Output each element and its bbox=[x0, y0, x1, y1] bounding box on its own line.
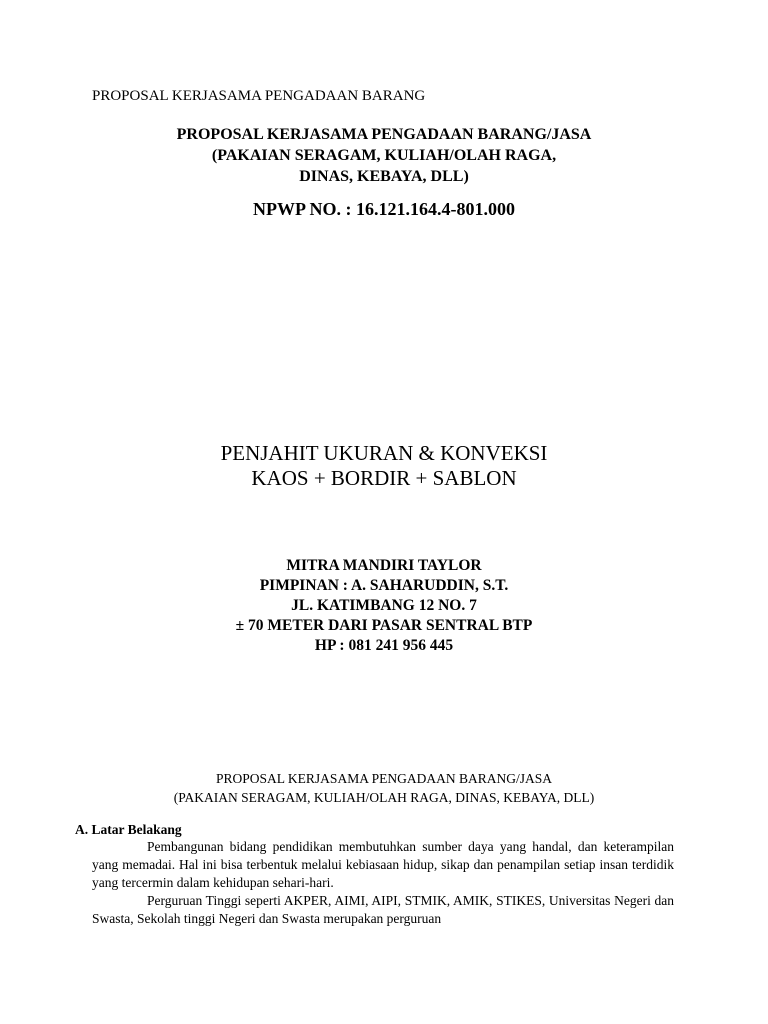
document-title bbox=[0, 124, 768, 187]
company-address: JL. KATIMBANG 12 NO. 7 bbox=[291, 597, 477, 614]
company-name: MITRA MANDIRI TAYLOR bbox=[286, 557, 482, 574]
business-line-1: PENJAHIT UKURAN & KONVEKSI bbox=[220, 441, 548, 465]
paragraph-1-text: Pembangunan bidang pendidikan membutuhkan sumber daya yang handal, dan keterampilan yang memadai. Hal ini bisa terbentuk melalui kebiasaan hidup, sikap dan penampilan setiap insan terdidik yang tercermin dalam kehidupan sehari-hari. bbox=[92, 839, 674, 890]
company-leader: PIMPINAN : A. SAHARUDDIN, S.T. bbox=[259, 577, 509, 594]
npwp-number: NPWP NO. : 16.121.164.4-801.000 bbox=[253, 199, 515, 219]
section-a-heading: A. Latar Belakang bbox=[75, 822, 182, 837]
title-line-2: (PAKAIAN SERAGAM, KULIAH/OLAH RAGA, bbox=[211, 147, 557, 164]
section-title bbox=[0, 769, 768, 807]
paragraph-1 bbox=[92, 838, 674, 892]
paragraph-2 bbox=[92, 892, 674, 928]
company-landmark: ± 70 METER DARI PASAR SENTRAL BTP bbox=[235, 617, 533, 634]
title-line-3: DINAS, KEBAYA, DLL) bbox=[299, 168, 469, 185]
section-title-line-2: (PAKAIAN SERAGAM, KULIAH/OLAH RAGA, DINAS, KEBAYA, DLL) bbox=[173, 790, 595, 805]
company-info bbox=[0, 556, 768, 656]
company-phone: HP : 081 241 956 445 bbox=[314, 637, 454, 654]
business-type bbox=[0, 441, 768, 491]
paragraph-2-text: Perguruan Tinggi seperti AKPER, AIMI, AIPI, STMIK, AMIK, STIKES, Universitas Negeri dan Swasta, Sekolah tinggi Negeri dan Swasta merupakan perguruan bbox=[92, 893, 674, 926]
title-line-1: PROPOSAL KERJASAMA PENGADAAN BARANG/JASA bbox=[176, 126, 592, 143]
running-header: PROPOSAL KERJASAMA PENGADAAN BARANG bbox=[92, 88, 426, 104]
section-title-line-1: PROPOSAL KERJASAMA PENGADAAN BARANG/JASA bbox=[216, 771, 552, 786]
business-line-2: KAOS + BORDIR + SABLON bbox=[251, 466, 517, 490]
